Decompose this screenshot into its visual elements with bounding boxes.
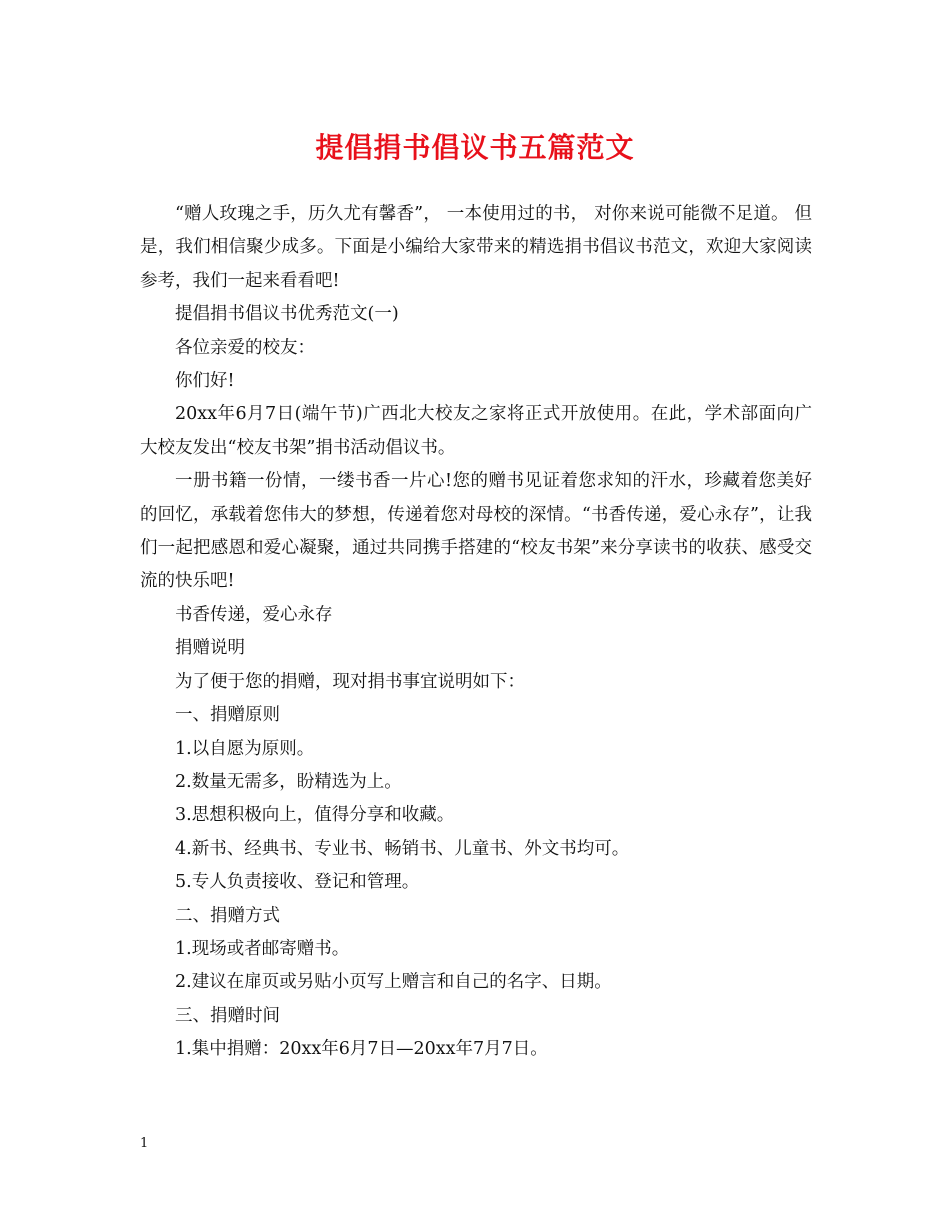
paragraph-donation-notes-intro: 为了便于您的捐赠，现对捐书事宜说明如下：	[175, 671, 525, 692]
paragraph-methods-heading: 二、捐赠方式	[175, 905, 280, 926]
page-number: 1	[140, 1136, 149, 1151]
list-item-method-1: 1.现场或者邮寄赠书。	[175, 938, 350, 959]
paragraph-greeting: 你们好!	[175, 371, 235, 392]
paragraph-principles-heading: 一、捐赠原则	[175, 705, 280, 726]
document-body	[140, 198, 812, 1067]
paragraph-section-heading: 提倡捐书倡议书优秀范文(一)	[175, 304, 399, 325]
paragraph-salutation: 各位亲爱的校友：	[175, 337, 315, 358]
list-item-principle-3: 3.思想积极向上，值得分享和收藏。	[175, 805, 455, 826]
paragraph-announcement: 20xx年6月7日(端午节)广西北大校友之家将正式开放使用。在此，学术部面向广大校友发出“校友书架”捐书活动倡议书。	[140, 404, 812, 458]
list-item-method-2: 2.建议在扉页或另贴小页写上赠言和自己的名字、日期。	[175, 972, 612, 993]
list-item-time-1: 1.集中捐赠：20xx年6月7日—20xx年7月7日。	[175, 1039, 548, 1060]
paragraph-time-heading: 三、捐赠时间	[175, 1005, 280, 1026]
paragraph-intro: “赠人玫瑰之手，历久尤有馨香”， 一本使用过的书， 对你来说可能微不足道。 但是，我们相信聚少成多。下面是小编给大家带来的精选捐书倡议书范文，欢迎大家阅读参考，我们一起来看看吧!	[140, 204, 812, 291]
list-item-principle-2: 2.数量无需多，盼精选为上。	[175, 771, 402, 792]
paragraph-appeal: 一册书籍一份情，一缕书香一片心!您的赠书见证着您求知的汗水，珍藏着您美好的回忆，承载着您伟大的梦想，传递着您对母校的深情。“书香传递，爱心永存”，让我们一起把感恩和爱心凝聚，通过共同携手搭建的“校友书架”来分享读书的收获、感受交流的快乐吧!	[140, 471, 812, 592]
list-item-principle-1: 1.以自愿为原则。	[175, 738, 315, 759]
paragraph-slogan: 书香传递，爱心永存	[175, 604, 333, 625]
document-title: 提倡捐书倡议书五篇范文	[315, 131, 635, 164]
paragraph-donation-notes-heading: 捐赠说明	[175, 638, 245, 659]
list-item-principle-5: 5.专人负责接收、登记和管理。	[175, 872, 420, 893]
list-item-principle-4: 4.新书、经典书、专业书、畅销书、儿童书、外文书均可。	[175, 838, 630, 859]
